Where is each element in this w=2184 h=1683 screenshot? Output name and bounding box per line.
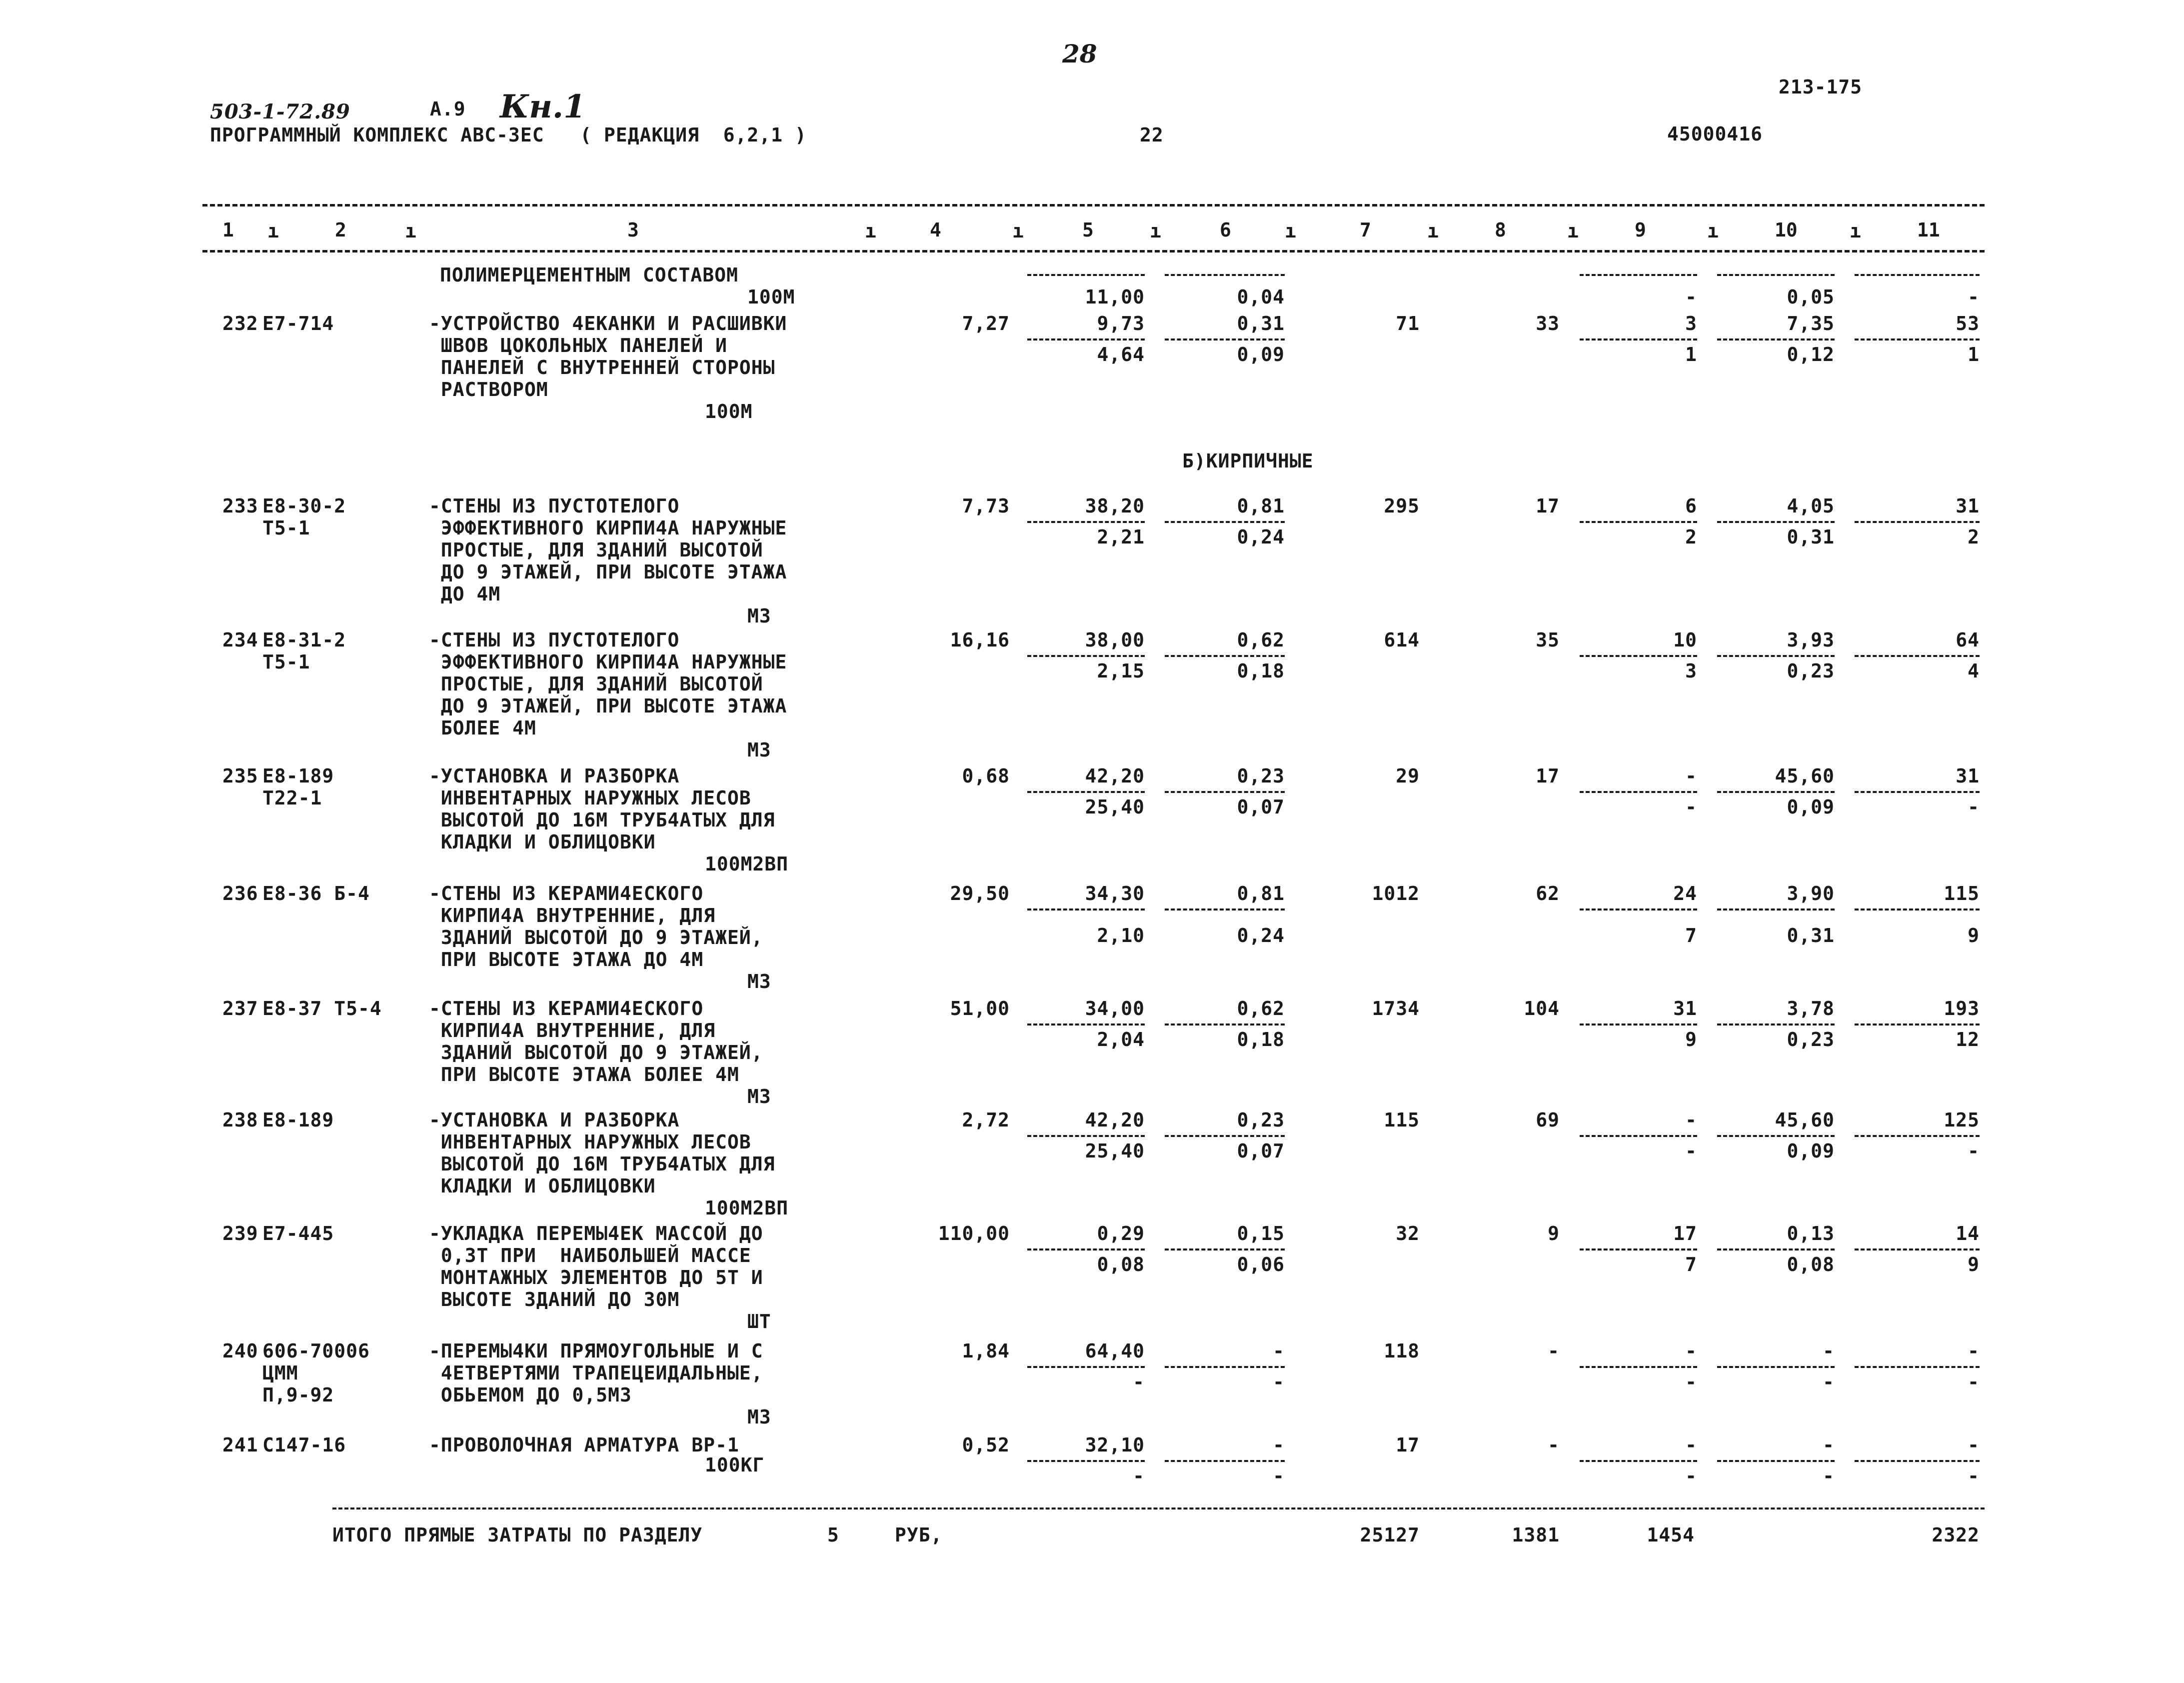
- cell-col10: 45,60: [1775, 765, 1835, 787]
- cell-col9-lower: 1: [1685, 344, 1697, 366]
- column-header-8: 8: [1495, 219, 1506, 241]
- value-divider: [1165, 521, 1285, 523]
- work-description: -УСТРОЙСТВО 4ЕКАНКИ И РАСШИВКИ ШВОВ ЦОКОЛЬНЫХ ПАНЕЛЕЙ И ПАНЕЛЕЙ С ВНУТРЕННЕЙ СТОРОНЫ РАСТВОРОМ: [429, 312, 787, 400]
- cell-col4: 7,27: [962, 312, 1010, 334]
- cell-col7: 614: [1384, 629, 1420, 651]
- cell-col5: 38,20: [1085, 495, 1145, 517]
- work-description: -УКЛАДКА ПЕРЕМЫ4ЕК МАССОЙ ДО 0,3Т ПРИ НАИБОЛЬШЕЙ МАССЕ МОНТАЖНЫХ ЭЛЕМЕНТОВ ДО 5Т И ВЫСОТЕ ЗДАНИЙ ДО 30М: [429, 1222, 763, 1310]
- value-divider: [1580, 908, 1697, 910]
- cell-col7: 118: [1384, 1340, 1420, 1362]
- code-right: 213-175: [1779, 76, 1863, 98]
- row-number: 241: [222, 1434, 258, 1456]
- program-line: ПРОГРАММНЫЙ КОМПЛЕКС АВС-3ЕС ( РЕДАКЦИЯ 6,2,1 ): [210, 124, 807, 146]
- value-divider: [1165, 1460, 1285, 1462]
- book-label: Кн.1: [500, 88, 586, 126]
- cell-col10-lower: 0,23: [1787, 1028, 1835, 1050]
- cell-col6-lower: 0,24: [1237, 526, 1285, 548]
- value-divider: [1027, 1366, 1145, 1368]
- value-divider: [1027, 791, 1145, 793]
- column-header-9: 9: [1635, 219, 1646, 241]
- value-divider: [1717, 1460, 1835, 1462]
- cell-col10: 0,13: [1787, 1222, 1835, 1244]
- cell-col4: 16,16: [950, 629, 1010, 651]
- rate-code: Е8-189 Т22-1: [262, 765, 334, 809]
- value-divider: [1027, 1248, 1145, 1250]
- cell-col6-lower: -: [1273, 1465, 1285, 1487]
- rate-code: Е8-37 Т5-4: [262, 998, 382, 1020]
- rate-code: Е8-30-2 Т5-1: [262, 495, 346, 539]
- cell-col4: 2,72: [962, 1109, 1010, 1131]
- rate-code: Е8-31-2 Т5-1: [262, 629, 346, 673]
- cell-col11-lower: -: [1968, 1140, 1980, 1162]
- cell-col9: 3: [1685, 312, 1697, 334]
- cell-col5-lower: 2,15: [1097, 660, 1145, 682]
- work-description: -ПЕРЕМЫ4КИ ПРЯМОУГОЛЬНЫЕ И С 4ЕТВЕРТЯМИ ТРАПЕЦЕИДАЛЬНЫЕ, ОБЬЕМОМ ДО 0,5М3: [429, 1340, 763, 1406]
- rate-code: Е8-189: [262, 1109, 334, 1131]
- value-divider: [1580, 1135, 1697, 1137]
- work-description: -УСТАНОВКА И РАЗБОРКА ИНВЕНТАРНЫХ НАРУЖНЫХ ЛЕСОВ ВЫСОТОЙ ДО 16М ТРУБ4АТЫХ ДЛЯ КЛАДКИ И ОБЛИЦОВКИ: [429, 1109, 775, 1197]
- value-divider: [1165, 274, 1285, 276]
- doc-reference: 503-1-72.89: [210, 100, 350, 124]
- value-divider: [1165, 791, 1285, 793]
- rate-code: 606-70006 ЦММ П,9-92: [262, 1340, 370, 1406]
- cell-col10: -: [1823, 1340, 1835, 1362]
- value-divider: [1165, 1248, 1285, 1250]
- cell-col5: 11,00: [1085, 286, 1145, 308]
- value-divider: [1855, 1135, 1980, 1137]
- column-separator: ı: [1427, 220, 1439, 242]
- unit-label: 100М: [705, 400, 753, 422]
- cell-col9: 6: [1685, 495, 1697, 517]
- cell-col10-lower: 0,09: [1787, 796, 1835, 818]
- cell-col10: 7,35: [1787, 312, 1835, 334]
- value-divider: [1855, 1366, 1980, 1368]
- cell-col5-lower: -: [1133, 1465, 1145, 1487]
- cell-col11: -: [1968, 286, 1980, 308]
- rate-code: Е8-36 Б-4: [262, 882, 370, 904]
- cell-col9-lower: -: [1685, 1371, 1697, 1393]
- cell-col9: -: [1685, 286, 1697, 308]
- work-description: -СТЕНЫ ИЗ ПУСТОТЕЛОГО ЭФФЕКТИВНОГО КИРПИ4А НАРУЖНЫЕ ПРОСТЫЕ, ДЛЯ ЗДАНИЙ ВЫСОТОЙ ДО 9 ЭТАЖЕЙ, ПРИ ВЫСОТЕ ЭТАЖА БОЛЕЕ 4М: [429, 629, 787, 739]
- cell-col11-lower: -: [1968, 796, 1980, 818]
- value-divider: [1165, 1135, 1285, 1137]
- value-divider: [1855, 1248, 1980, 1250]
- cell-col9-lower: 9: [1685, 1028, 1697, 1050]
- cell-col7: 17: [1396, 1434, 1420, 1456]
- cell-col8: 9: [1548, 1222, 1560, 1244]
- section-heading: Б)КИРПИЧНЫЕ: [1182, 450, 1314, 472]
- cell-col4: 29,50: [950, 882, 1010, 904]
- column-header-10: 10: [1775, 219, 1798, 241]
- cell-col9-lower: 7: [1685, 924, 1697, 946]
- value-divider: [1580, 1024, 1697, 1026]
- cell-col4: 0,68: [962, 765, 1010, 787]
- cell-col11-lower: 12: [1956, 1028, 1980, 1050]
- cell-col5-lower: -: [1133, 1371, 1145, 1393]
- cell-col11-lower: -: [1968, 1465, 1980, 1487]
- cell-col6: 0,62: [1237, 629, 1285, 651]
- value-divider: [1717, 521, 1835, 523]
- cell-col5-lower: 0,08: [1097, 1254, 1145, 1276]
- cell-col4: 7,73: [962, 495, 1010, 517]
- unit-label: 100М2ВП: [705, 1197, 789, 1219]
- rate-code: Е7-445: [262, 1222, 334, 1244]
- column-header-11: 11: [1917, 219, 1940, 241]
- row-number: 236: [222, 882, 258, 904]
- page-number: 28: [1062, 39, 1097, 68]
- cell-col6: -: [1273, 1434, 1285, 1456]
- row-number: 235: [222, 765, 258, 787]
- cell-col10: 3,90: [1787, 882, 1835, 904]
- value-divider: [1717, 1248, 1835, 1250]
- value-divider: [1855, 908, 1980, 910]
- cell-col7: 295: [1384, 495, 1420, 517]
- cell-col10: -: [1823, 1434, 1835, 1456]
- cell-col11: 125: [1944, 1109, 1980, 1131]
- cell-col7: 29: [1396, 765, 1420, 787]
- cell-col10: 4,05: [1787, 495, 1835, 517]
- column-separator: ı: [1707, 220, 1719, 242]
- work-description: -СТЕНЫ ИЗ КЕРАМИ4ЕСКОГО КИРПИ4А ВНУТРЕННИЕ, ДЛЯ ЗДАНИЙ ВЫСОТОЙ ДО 9 ЭТАЖЕЙ, ПРИ ВЫСОТЕ ЭТАЖА ДО 4М: [429, 882, 763, 970]
- row-number: 233: [222, 495, 258, 517]
- unit-label: 100КГ: [705, 1454, 765, 1476]
- cell-col8: 104: [1524, 998, 1560, 1020]
- cell-col6-lower: 0,24: [1237, 924, 1285, 946]
- cell-col6-lower: 0,07: [1237, 796, 1285, 818]
- total-col9: 1454: [1647, 1524, 1695, 1546]
- cell-col5: 9,73: [1097, 312, 1145, 334]
- cell-col9: -: [1685, 1340, 1697, 1362]
- cell-col6: 0,31: [1237, 312, 1285, 334]
- code-right-2: 45000416: [1667, 123, 1763, 145]
- cell-col11-lower: 1: [1968, 344, 1980, 366]
- cell-col10: 3,93: [1787, 629, 1835, 651]
- unit-label: ШТ: [747, 1310, 771, 1332]
- total-section: 5: [827, 1524, 839, 1546]
- cell-col8: 62: [1536, 882, 1560, 904]
- value-divider: [1165, 1024, 1285, 1026]
- cell-col8: -: [1548, 1434, 1560, 1456]
- column-separator: ı: [1012, 220, 1024, 242]
- column-separator: ı: [405, 220, 416, 242]
- cell-col6-lower: 0,09: [1237, 344, 1285, 366]
- value-divider: [1580, 1248, 1697, 1250]
- cell-col11-lower: 2: [1968, 526, 1980, 548]
- cell-col6: 0,81: [1237, 882, 1285, 904]
- row-number: 232: [222, 312, 258, 334]
- cell-col9: -: [1685, 765, 1697, 787]
- cell-col6: 0,62: [1237, 998, 1285, 1020]
- total-label: ИТОГО ПРЯМЫЕ ЗАТРАТЫ ПО РАЗДЕЛУ: [332, 1524, 703, 1546]
- value-divider: [1165, 1366, 1285, 1368]
- cell-col10-lower: -: [1823, 1465, 1835, 1487]
- cell-col8: 17: [1536, 495, 1560, 517]
- work-description: -СТЕНЫ ИЗ КЕРАМИ4ЕСКОГО КИРПИ4А ВНУТРЕННИЕ, ДЛЯ ЗДАНИЙ ВЫСОТОЙ ДО 9 ЭТАЖЕЙ, ПРИ ВЫСОТЕ ЭТАЖА БОЛЕЕ 4М: [429, 998, 763, 1086]
- rate-code: Е7-714: [262, 312, 334, 334]
- cell-col6-lower: -: [1273, 1371, 1285, 1393]
- cell-col11: 64: [1956, 629, 1980, 651]
- cell-col11-lower: 9: [1968, 1254, 1980, 1276]
- value-divider: [1027, 338, 1145, 340]
- value-divider: [1165, 655, 1285, 657]
- column-separator: ı: [1285, 220, 1296, 242]
- cell-col6-lower: 0,18: [1237, 660, 1285, 682]
- work-description: -УСТАНОВКА И РАЗБОРКА ИНВЕНТАРНЫХ НАРУЖНЫХ ЛЕСОВ ВЫСОТОЙ ДО 16М ТРУБ4АТЫХ ДЛЯ КЛАДКИ И ОБЛИЦОВКИ: [429, 765, 775, 853]
- value-divider: [1027, 1460, 1145, 1462]
- rate-code: С147-16: [262, 1434, 346, 1456]
- total-col7: 25127: [1360, 1524, 1420, 1546]
- value-divider: [1855, 655, 1980, 657]
- cell-col9: -: [1685, 1434, 1697, 1456]
- column-header-4: 4: [930, 219, 941, 241]
- total-col8: 1381: [1512, 1524, 1560, 1546]
- unit-label: 100М: [747, 286, 795, 308]
- cell-col9: 31: [1673, 998, 1697, 1020]
- unit-label: М3: [747, 1406, 771, 1428]
- value-divider: [1580, 274, 1697, 276]
- value-divider: [1855, 274, 1980, 276]
- cell-col10-lower: 0,31: [1787, 526, 1835, 548]
- cell-col8: 69: [1536, 1109, 1560, 1131]
- value-divider: [1580, 1366, 1697, 1368]
- row-number: 234: [222, 629, 258, 651]
- cell-col9: -: [1685, 1109, 1697, 1131]
- cell-col6: 0,23: [1237, 1109, 1285, 1131]
- value-divider: [1027, 1135, 1145, 1137]
- value-divider: [1717, 908, 1835, 910]
- column-separator: ı: [1567, 220, 1579, 242]
- row-number: 239: [222, 1222, 258, 1244]
- value-divider: [1855, 338, 1980, 340]
- cell-col7: 1012: [1372, 882, 1420, 904]
- cell-col5: 42,20: [1085, 765, 1145, 787]
- cell-col11: 53: [1956, 312, 1980, 334]
- value-divider: [1717, 338, 1835, 340]
- value-divider: [1027, 1024, 1145, 1026]
- column-header-5: 5: [1082, 219, 1094, 241]
- table-bottom-rule: [332, 1508, 1985, 1510]
- value-divider: [1580, 1460, 1697, 1462]
- value-divider: [1855, 1460, 1980, 1462]
- cell-col7: 1734: [1372, 998, 1420, 1020]
- cell-col11: -: [1968, 1434, 1980, 1456]
- sheet-number: 22: [1140, 124, 1164, 146]
- value-divider: [1717, 655, 1835, 657]
- value-divider: [1165, 338, 1285, 340]
- value-divider: [1717, 1366, 1835, 1368]
- row-number: 237: [222, 998, 258, 1020]
- value-divider: [1580, 521, 1697, 523]
- cell-col5-lower: 25,40: [1085, 1140, 1145, 1162]
- cell-col11: 31: [1956, 495, 1980, 517]
- total-currency: РУБ,: [895, 1524, 943, 1546]
- cell-col11: 14: [1956, 1222, 1980, 1244]
- cell-col10-lower: 0,31: [1787, 924, 1835, 946]
- cell-col10-lower: 0,12: [1787, 344, 1835, 366]
- column-header-7: 7: [1360, 219, 1371, 241]
- cell-col4: 1,84: [962, 1340, 1010, 1362]
- value-divider: [1027, 274, 1145, 276]
- cell-col9-lower: 3: [1685, 660, 1697, 682]
- column-separator: ı: [1150, 220, 1161, 242]
- cell-col6-lower: 0,18: [1237, 1028, 1285, 1050]
- cell-col6: 0,23: [1237, 765, 1285, 787]
- cell-col4: 110,00: [938, 1222, 1010, 1244]
- cell-col10-lower: 0,09: [1787, 1140, 1835, 1162]
- cell-col10-lower: 0,08: [1787, 1254, 1835, 1276]
- value-divider: [1717, 274, 1835, 276]
- row-number: 238: [222, 1109, 258, 1131]
- row-number: 240: [222, 1340, 258, 1362]
- cell-col9-lower: -: [1685, 796, 1697, 818]
- cell-col9-lower: -: [1685, 1465, 1697, 1487]
- cell-col10: 3,78: [1787, 998, 1835, 1020]
- cell-col10-lower: 0,23: [1787, 660, 1835, 682]
- cell-col11: 115: [1944, 882, 1980, 904]
- cell-col6: 0,81: [1237, 495, 1285, 517]
- unit-label: М3: [747, 970, 771, 992]
- cell-col9-lower: -: [1685, 1140, 1697, 1162]
- cell-col11-lower: -: [1968, 1371, 1980, 1393]
- value-divider: [1027, 655, 1145, 657]
- value-divider: [1027, 521, 1145, 523]
- cell-col5: 34,00: [1085, 998, 1145, 1020]
- value-divider: [1717, 791, 1835, 793]
- continuation-text: ПОЛИМЕРЦЕМЕНТНЫМ СОСТАВОМ: [440, 264, 738, 286]
- cell-col6: -: [1273, 1340, 1285, 1362]
- cell-col6-lower: 0,06: [1237, 1254, 1285, 1276]
- cell-col9-lower: 7: [1685, 1254, 1697, 1276]
- cell-col9: 10: [1673, 629, 1697, 651]
- column-header-6: 6: [1220, 219, 1231, 241]
- cell-col11: -: [1968, 1340, 1980, 1362]
- cell-col10: 0,05: [1787, 286, 1835, 308]
- cell-col5: 0,29: [1097, 1222, 1145, 1244]
- value-divider: [1027, 908, 1145, 910]
- cell-col11: 193: [1944, 998, 1980, 1020]
- cell-col7: 71: [1396, 312, 1420, 334]
- cell-col5: 32,10: [1085, 1434, 1145, 1456]
- value-divider: [1855, 1024, 1980, 1026]
- cell-col5: 64,40: [1085, 1340, 1145, 1362]
- album-label: А.9: [430, 98, 466, 120]
- cell-col9-lower: 2: [1685, 526, 1697, 548]
- column-separator: ı: [865, 220, 876, 242]
- value-divider: [1717, 1135, 1835, 1137]
- cell-col8: 17: [1536, 765, 1560, 787]
- cell-col6-lower: 0,07: [1237, 1140, 1285, 1162]
- cell-col8: 35: [1536, 629, 1560, 651]
- value-divider: [1717, 1024, 1835, 1026]
- unit-label: М3: [747, 1086, 771, 1108]
- column-separator: ı: [267, 220, 279, 242]
- cell-col7: 115: [1384, 1109, 1420, 1131]
- total-col11: 2322: [1932, 1524, 1980, 1546]
- value-divider: [1855, 791, 1980, 793]
- cell-col5-lower: 2,21: [1097, 526, 1145, 548]
- column-header-2: 2: [335, 219, 346, 241]
- cell-col6: 0,15: [1237, 1222, 1285, 1244]
- table-header-rule: [202, 250, 1985, 252]
- column-header-1: 1: [222, 219, 234, 241]
- cell-col10-lower: -: [1823, 1371, 1835, 1393]
- cell-col9: 17: [1673, 1222, 1697, 1244]
- cell-col4: 51,00: [950, 998, 1010, 1020]
- unit-label: М3: [747, 605, 771, 627]
- cell-col11: 31: [1956, 765, 1980, 787]
- cell-col8: -: [1548, 1340, 1560, 1362]
- value-divider: [1580, 338, 1697, 340]
- cell-col9: 24: [1673, 882, 1697, 904]
- cell-col5-lower: 4,64: [1097, 344, 1145, 366]
- cell-col5-lower: 2,10: [1097, 924, 1145, 946]
- cell-col8: 33: [1536, 312, 1560, 334]
- cell-col4: 0,52: [962, 1434, 1010, 1456]
- value-divider: [1855, 521, 1980, 523]
- value-divider: [1580, 655, 1697, 657]
- cell-col10: 45,60: [1775, 1109, 1835, 1131]
- cell-col7: 32: [1396, 1222, 1420, 1244]
- cell-col5: 38,00: [1085, 629, 1145, 651]
- value-divider: [1580, 791, 1697, 793]
- column-header-3: 3: [627, 219, 639, 241]
- cell-col11-lower: 4: [1968, 660, 1980, 682]
- cell-col11-lower: 9: [1968, 924, 1980, 946]
- cell-col5: 34,30: [1085, 882, 1145, 904]
- unit-label: М3: [747, 739, 771, 761]
- column-separator: ı: [1850, 220, 1861, 242]
- value-divider: [1165, 908, 1285, 910]
- cell-col5: 42,20: [1085, 1109, 1145, 1131]
- cell-col6: 0,04: [1237, 286, 1285, 308]
- cell-col5-lower: 25,40: [1085, 796, 1145, 818]
- work-description: -СТЕНЫ ИЗ ПУСТОТЕЛОГО ЭФФЕКТИВНОГО КИРПИ4А НАРУЖНЫЕ ПРОСТЫЕ, ДЛЯ ЗДАНИЙ ВЫСОТОЙ ДО 9 ЭТАЖЕЙ, ПРИ ВЫСОТЕ ЭТАЖА ДО 4М: [429, 495, 787, 605]
- cell-col5-lower: 2,04: [1097, 1028, 1145, 1050]
- work-description: -ПРОВОЛОЧНАЯ АРМАТУРА ВР-1: [429, 1434, 739, 1456]
- unit-label: 100М2ВП: [705, 853, 789, 875]
- table-top-rule: [202, 204, 1985, 206]
